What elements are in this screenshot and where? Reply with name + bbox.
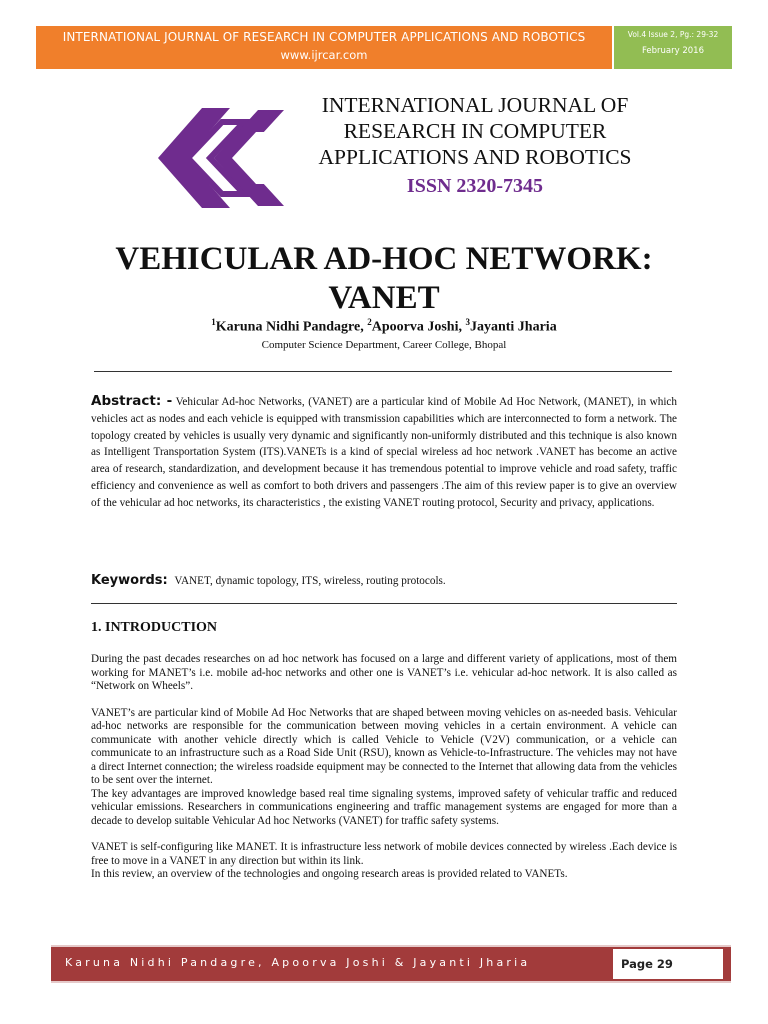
author-index: 1 (211, 317, 216, 327)
paragraph: The key advantages are improved knowledge based real time signaling systems, improved safety of vehicular traffic and reduced vehicular emissions. Researchers in communications engineering and traffic management systems are engaged for more than a decade to develop suitable Vehicular Ad hoc Networks (VANET) for traffic safety systems. (91, 787, 677, 827)
author-name: Apoorva Joshi, (371, 319, 466, 335)
masthead-line: RESEARCH IN COMPUTER (343, 119, 607, 143)
page-number-box (613, 949, 723, 979)
paragraph: VANET’s are particular kind of Mobile Ad Hoc Networks that are shaped between moving vehicles on as-needed basis. Vehicular ad-hoc networks are responsible for the communication between moving vehicles in a certain environment. A vehicle can communicate with another vehicle directly which is called Vehicle to Vehicle (V2V) communication, or a vehicle can communicate to an infrastructure such as a Road Side Unit (RSU), known as Vehicle-to-Infrastructure. The vehicles may not have a direct Internet connection; the wireless roadside equipment may be connected to the Internet that allowing data from the vehicles to be sent over the internet. (91, 706, 677, 786)
volume-info: Vol.4 Issue 2, Pg.: 29-32 (627, 30, 719, 39)
journal-header-bar (36, 26, 612, 69)
abstract-label: Abstract: - (91, 393, 173, 409)
author-index: 2 (367, 317, 372, 327)
keywords-text: VANET, dynamic topology, ITS, wireless, routing protocols. (174, 575, 446, 587)
abstract-text: Vehicular Ad-hoc Networks, (VANET) are a particular kind of Mobile Ad Hoc Network, (MANET), in which vehicles act as nodes and each vehicle is equipped with transmission capabilities which are interconnected to form a network. The topology created by vehicles is usually very dynamic and significantly non-uniformly distributed and this technique is also known as Intelligent Transportation System (ITS).VANETs is a kind of special wireless ad hoc network .VANET has become an active area of research, standardization, and development because it has tremendous potential to improve vehicle and road safety, traffic efficiency and convenience as well as comfort to both drivers and passengers .The aim of this review paper is to give an overview of the vehicular ad hoc networks, its characteristics , the existing VANET routing protocol, Security and privacy, applications. (91, 396, 677, 509)
author-list (0, 317, 768, 336)
masthead-line: APPLICATIONS AND ROBOTICS (318, 145, 632, 169)
introduction-body (91, 653, 677, 882)
masthead-line: INTERNATIONAL JOURNAL OF (321, 93, 629, 117)
issue-info-box (614, 26, 732, 69)
paragraph: In this review, an overview of the technologies and ongoing research areas is provided related to VANETs. (91, 868, 568, 880)
page-number: Page 29 (621, 957, 673, 971)
journal-website-link[interactable]: www.ijrcar.com (280, 48, 368, 62)
journal-name-header: INTERNATIONAL JOURNAL OF RESEARCH IN COMPUTER APPLICATIONS AND ROBOTICS (62, 30, 586, 44)
footer-authors: Karuna Nidhi Pandagre, Apoorva Joshi & Jayanti Jharia (65, 956, 531, 969)
author-index: 3 (465, 317, 470, 327)
keywords-label: Keywords: (91, 573, 168, 588)
divider (94, 371, 672, 372)
paper-title-line: VEHICULAR AD-HOC NETWORK: (115, 241, 653, 277)
divider (91, 603, 677, 604)
author-name: Jayanti Jharia (469, 319, 557, 335)
paper-title-line: VANET (328, 280, 440, 316)
author-affiliation: Computer Science Department, Career College, Bhopal (261, 339, 507, 351)
author-name: Karuna Nidhi Pandagre, (215, 319, 368, 335)
paragraph: During the past decades researches on ad hoc network has focused on a large and different variety of applications, most of them working for MANET’s i.e. mobile ad-hoc networks and other one is VANET’s i.e. vehicular ad-hoc network. It is also called as “Network on Wheels”. (91, 653, 677, 692)
paper-title (0, 240, 768, 318)
paragraph: VANET is self-configuring like MANET. It is infrastructure less network of mobile devices connected by wireless .Each device is free to move in a VANET in any direction but within its link. (91, 841, 677, 867)
issn-number: ISSN 2320-7345 (406, 175, 544, 197)
page-footer (51, 945, 731, 983)
issue-date: February 2016 (642, 46, 704, 56)
journal-logo-icon (158, 102, 298, 214)
section-heading: 1. INTRODUCTION (91, 620, 218, 635)
journal-masthead (300, 92, 650, 200)
keywords-section (91, 573, 677, 588)
abstract-section (91, 393, 677, 512)
